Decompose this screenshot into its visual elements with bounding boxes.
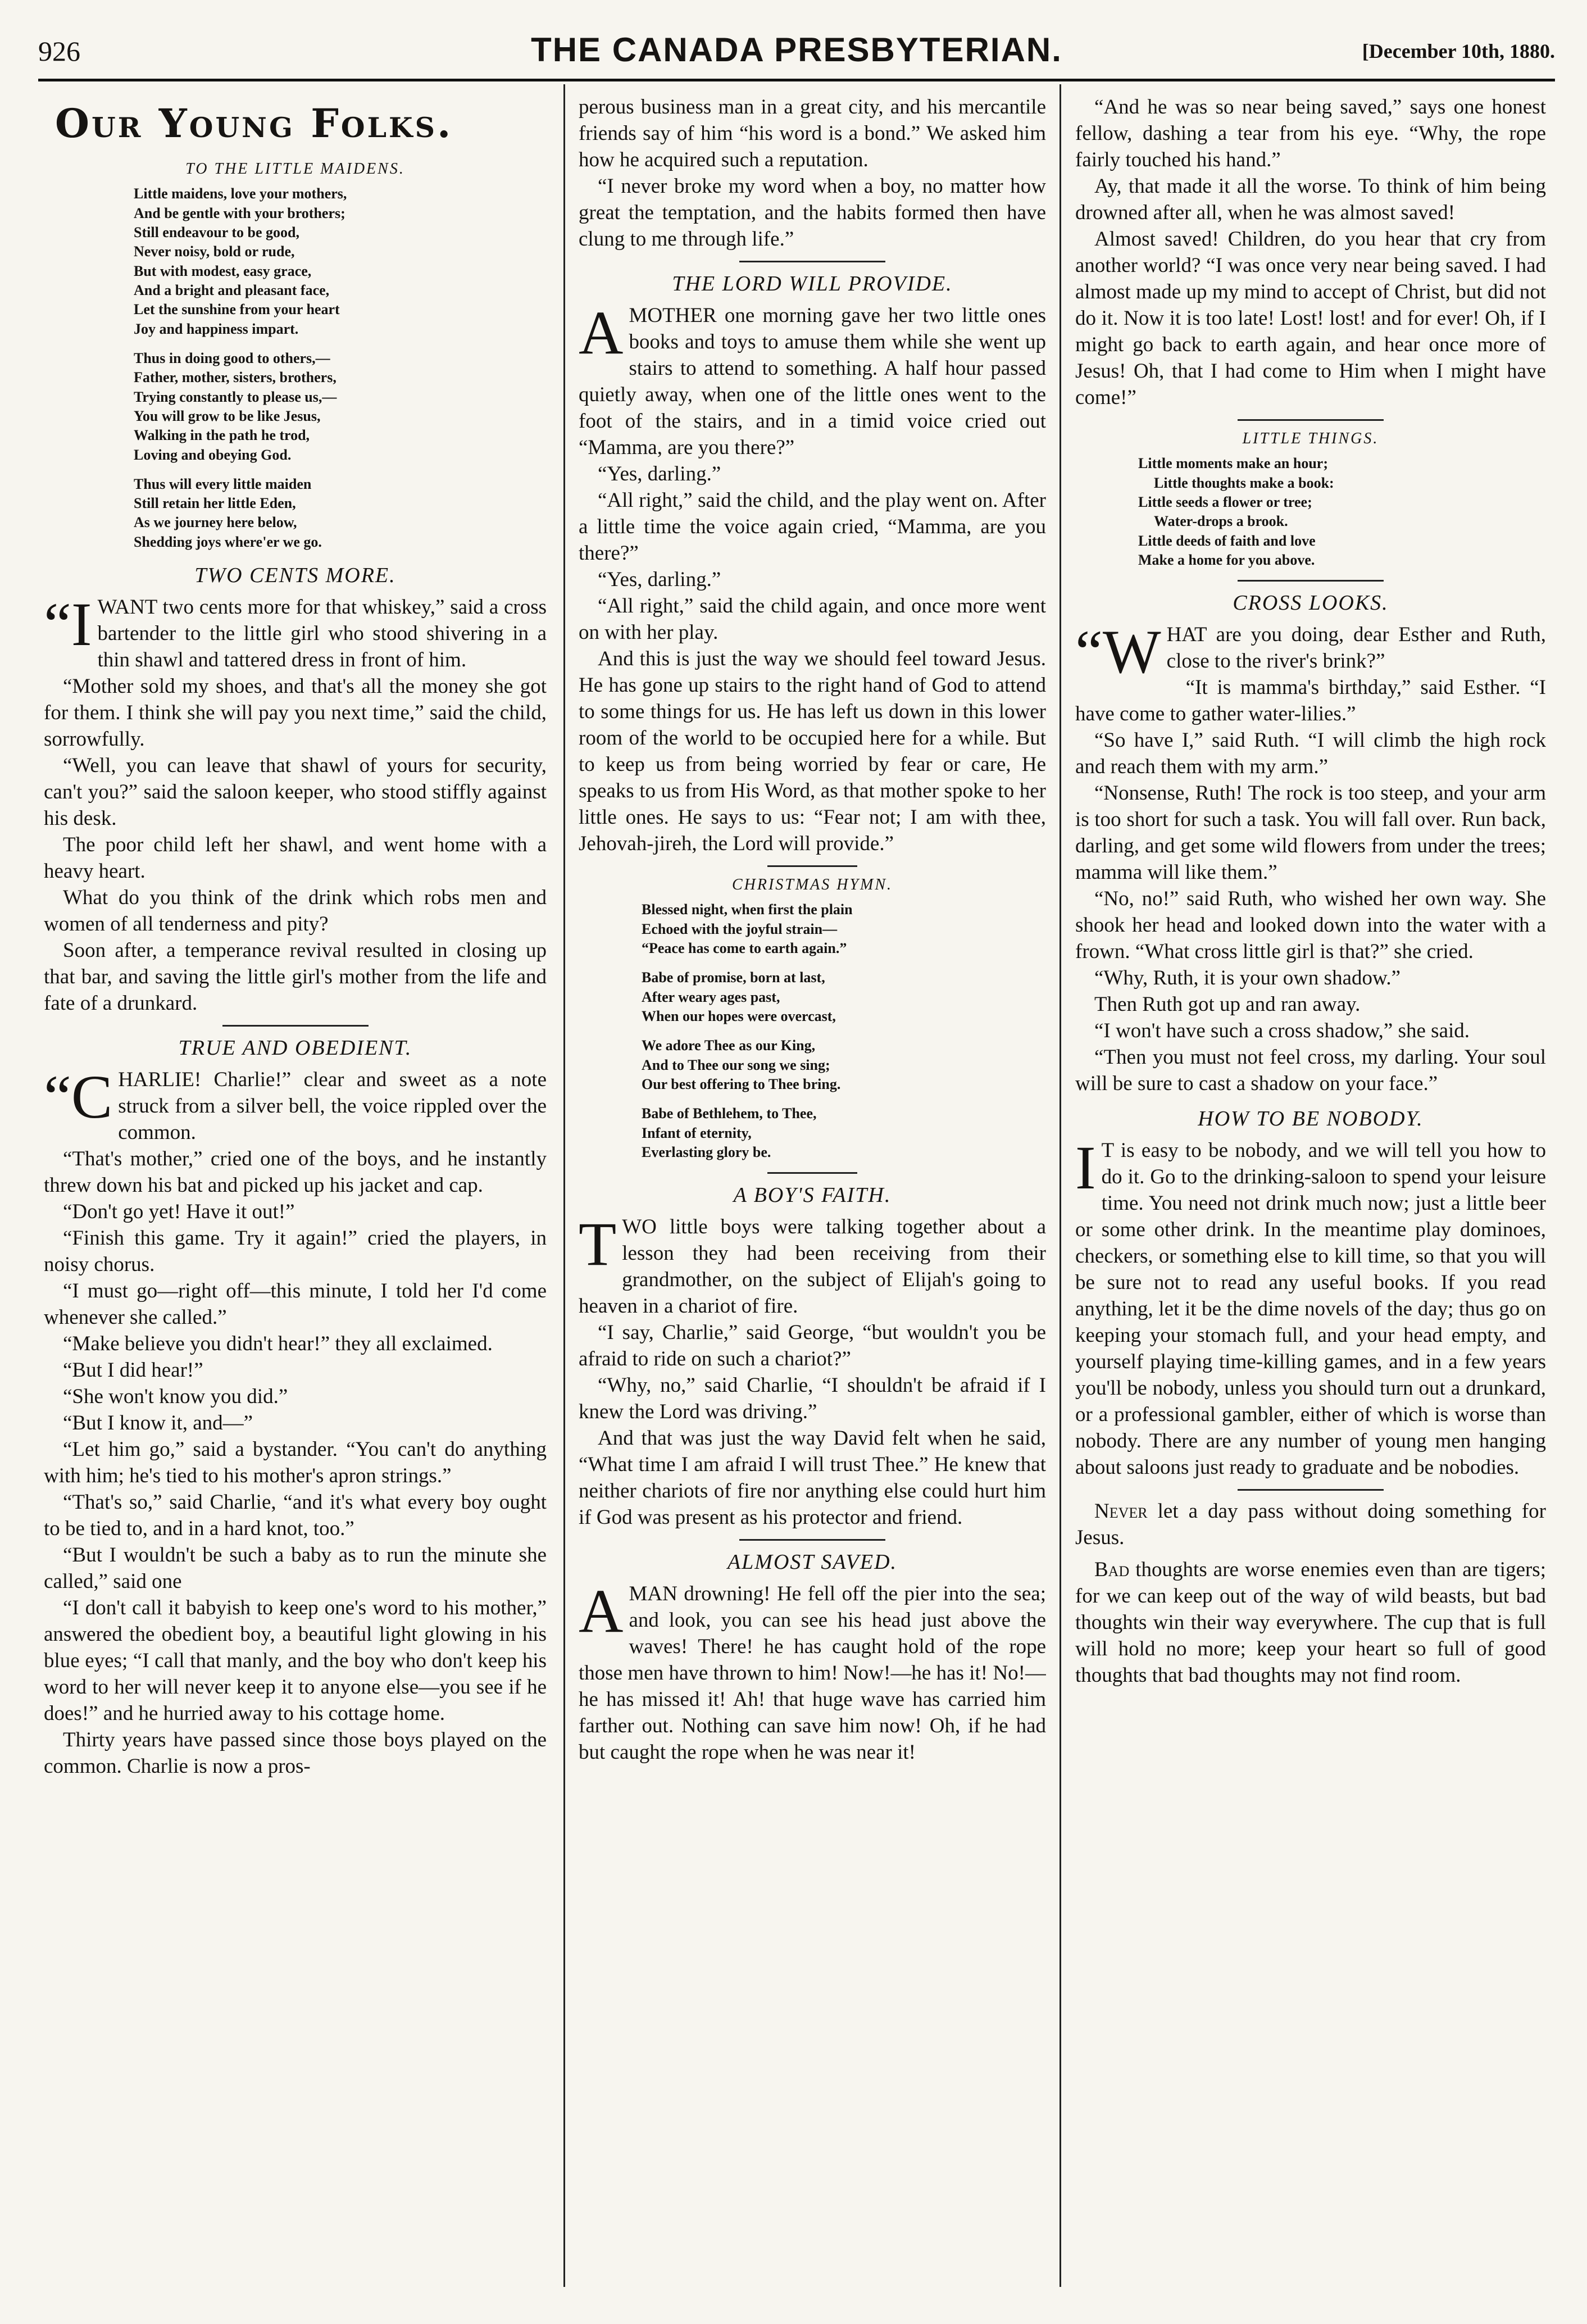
column-3 [1075,94,1546,2291]
paragraph: “Yes, darling.” [598,462,721,486]
masthead-rule [38,79,1555,81]
paragraph: “That's so,” said Charlie, “and it's what every boy ought to be tied to, and in a hard knot, too.” [44,1491,547,1541]
article-title: HOW TO BE NOBODY. [1198,1107,1424,1131]
poem-line: Still retain her little Eden, [134,495,296,512]
poem-stanza [642,1036,1046,1094]
poem-line: You will grow to be like Jesus, [134,407,321,424]
column-rule [563,84,565,2287]
article-body [579,298,1046,857]
paragraph: “I must go—right off—this minute, I told her I'd come whenever she called.” [44,1279,547,1329]
poem-stanza [134,475,547,552]
poem-line: And a bright and pleasant face, [134,282,330,298]
article-body [579,1577,1046,1766]
divider [1238,580,1384,582]
poem-stanza [642,1104,1046,1162]
poem-line: But with modest, easy grace, [134,262,312,279]
divider [767,865,857,867]
poem-line: Everlasting glory be. [642,1143,771,1160]
poem-line: Trying constantly to please us,— [134,388,337,405]
poem-line: Never noisy, bold or rude, [134,243,295,260]
paragraph: “WHAT are you doing, dear Esther and Ruth, close to the river's brink?” [1075,618,1546,687]
poem-line: Water-drops a brook. [1154,513,1288,530]
paragraph: AMOTHER one morning gave her two little ones books and toys to amuse them while she went up stairs to attend to something. A half hour passed quietly away, when one of the little ones went to the foot of the stairs, and in a timid voice cried out “Mamma, are you there?” [579,298,1046,460]
paragraph: “And he was so near being saved,” says one honest fellow, dashing a tear from his eye. “Why, the rope fairly touched his hand.” [1075,96,1546,171]
masthead [38,30,1555,75]
article-body [44,1063,547,1780]
article-title: TRUE AND OBEDIENT. [178,1036,412,1060]
poem-line: Echoed with the joyful strain— [642,920,838,937]
paragraph: “No, no!” said Ruth, who wished her own way. She shook her head and looked down into the water with a frown. “What cross little girl is that?” she cried. [1075,887,1546,964]
divider [1238,419,1384,421]
article-body [579,94,1046,253]
poem-line: Little moments make an hour; [1138,455,1328,472]
column-1 [44,94,547,2291]
column-rule [1059,84,1061,2287]
poem-line: After weary ages past, [642,988,780,1005]
poem-line: Thus in doing good to others,— [134,349,330,366]
poem-stanza [642,968,1046,1026]
paragraph: AMAN drowning! He fell off the pier into the sea; and look, you can see his head just above the waves! There! he has caught hold of the rope those men have thrown to him! Now!—he has it! No!—he has missed it! Ah! that huge wave has carried him farther out. Nothing can save him now! Oh, if he had but caught the rope when he was near it! [579,1577,1046,1764]
poem-stanza [134,349,547,465]
note-paragraph: Never let a day pass without doing something for Jesus. [1075,1500,1546,1550]
poem-line: When our hopes were overcast, [642,1007,836,1024]
paragraph: “But I know it, and—” [63,1411,253,1435]
paragraph: “Let him go,” said a bystander. “You can't do anything with him; he's tied to his mother's apron strings.” [44,1438,547,1488]
article-title: A BOY'S FAITH. [733,1183,892,1208]
article-body [1075,1133,1546,1481]
poem-stanza [1138,454,1546,570]
poem-line: And to Thee our song we sing; [642,1056,830,1073]
poem-line: Thus will every little maiden [134,475,312,492]
paragraph: And this is just the way we should feel toward Jesus. He has gone up stairs to the right hand of God to attend to some things for us. He has left us down in this lower room of the world to be occupied here for a while. But to keep us from being worried by fear or care, He speaks to us from His Word, as that mother spoke to her little ones. He says to us: “Fear not; I am with thee, Jehovah-jireh, the Lord will provide.” [579,647,1046,855]
drop-cap: “C [44,1063,113,1132]
paragraph: “Nonsense, Ruth! The rock is too steep, and your arm is too short for such a task. You will fall over. Run back, darling, and get some wild flowers from under the trees; mamma will like them.” [1075,782,1546,884]
paragraph: “She won't know you did.” [63,1385,288,1409]
poem-line: Make a home for you above. [1138,551,1315,568]
drop-cap: A [579,1577,624,1646]
article-body [1075,94,1546,411]
note-lead: Never [1094,1500,1148,1523]
paragraph: “I say, Charlie,” said George, “but wouldn't you be afraid to ride on such a chariot?” [579,1321,1046,1371]
divider [222,1025,369,1027]
paragraph: Soon after, a temperance revival resulted in closing up that bar, and saving the little girl's mother from the life and fate of a drunkard. [44,939,547,1015]
poem-line: Babe of promise, born at last, [642,969,825,986]
poem-title: CHRISTMAS HYMN. [731,875,893,893]
page-number: 926 [38,35,80,67]
drop-cap: A [579,298,624,367]
poem-line: Shedding joys where'er we go. [134,533,322,550]
paragraph: “But I wouldn't be such a baby as to run the minute she called,” said one [44,1544,547,1594]
newspaper-title: THE CANADA PRESBYTERIAN. [531,31,1062,69]
paragraph: “Finish this game. Try it again!” cried the players, in noisy chorus. [44,1227,547,1277]
poem [642,900,1046,1162]
poem-line: Little maidens, love your mothers, [134,185,347,202]
paragraph: “Then you must not feel cross, my darling. Your soul will be sure to cast a shadow on your face.” [1075,1046,1546,1096]
column-2 [579,94,1046,2291]
paragraph: “I never broke my word when a boy, no matter how great the temptation, and the habits formed then have clung to me through life.” [579,174,1046,251]
paragraph: What do you think of the drink which robs men and women of all tenderness and pity? [44,886,547,936]
poem-line: Little seeds a flower or tree; [1138,493,1312,510]
paragraph: “It is mamma's birthday,” said Esther. “I have come to gather water-lilies.” [1075,676,1546,726]
issue-date: [December 10th, 1880. [1362,40,1555,62]
paragraph: “Mother sold my shoes, and that's all the money she got for them. I think she will pay you next time,” said the child, sorrowfully. [44,675,547,751]
paragraph: Ay, that made it all the worse. To think of him being drowned after all, when he was almost saved! [1075,174,1546,224]
article-body [1075,618,1546,1097]
poem-title: TO THE LITTLE MAIDENS. [185,160,405,178]
paragraph: “But I did hear!” [63,1359,203,1382]
article-title: TWO CENTS MORE. [194,564,396,588]
article-body [44,590,547,1017]
paragraph: TWO little boys were talking together about a lesson they had been receiving from their grandmother, on the subject of Elijah's going to heaven in a chariot of fire. [579,1210,1046,1318]
divider [767,1172,857,1174]
paragraph: “All right,” said the child, and the play went on. After a little time the voice again cried, “Mamma, are you there?” [579,489,1046,565]
poem-line: Blessed night, when first the plain [642,901,853,918]
poem-line: Let the sunshine from your heart [134,301,340,318]
paragraph: “Well, you can leave that shawl of yours for security, can't you?” said the saloon keeper, who stood stiffly against his desk. [44,754,547,830]
article-title: ALMOST SAVED. [727,1550,898,1574]
poem-line: Joy and happiness impart. [134,320,299,337]
paragraph: Thirty years have passed since those boys played on the common. Charlie is now a pros- [44,1728,547,1778]
poem-line: Little deeds of faith and love [1138,532,1316,549]
drop-cap: “W [1075,618,1161,687]
poem-line: As we journey here below, [134,514,297,531]
drop-cap: I [1075,1133,1096,1202]
poem-line: Infant of eternity, [642,1124,752,1141]
poem-line: Our best offering to Thee bring. [642,1075,841,1092]
note-lead: Bad [1094,1558,1130,1582]
paragraph: “Don't go yet! Have it out!” [63,1200,295,1224]
paragraph: “I won't have such a cross shadow,” she said. [1094,1019,1470,1043]
paragraph: perous business man in a great city, and his mercantile friends say of him “his word is a bond.” We asked him how he acquired such a reputation. [579,96,1046,171]
paragraph: “That's mother,” cried one of the boys, and he instantly threw down his bat and picked up his jacket and cap. [44,1147,547,1197]
paragraph: And that was just the way David felt when he said, “What time I am afraid I will trust Thee.” He knew that neither chariots of fire nor anything else could hurt him if God was present as his protector and friend. [579,1427,1046,1529]
paragraph: “Yes, darling.” [598,568,721,591]
drop-cap: T [579,1210,617,1279]
poem-line: Babe of Bethlehem, to Thee, [642,1105,817,1122]
paragraph: The poor child left her shawl, and went home with a heavy heart. [44,833,547,883]
divider [1238,1489,1384,1491]
paragraph: “IWANT two cents more for that whiskey,” said a cross bartender to the little girl who stood shivering in a thin shawl and tattered dress in front of him. [44,590,547,672]
poem [1138,454,1546,570]
poem [134,184,547,552]
poem-line: Still endeavour to be good, [134,224,299,241]
divider [739,1539,885,1541]
paragraph: “Why, Ruth, it is your own shadow.” [1094,966,1400,990]
notes [1075,1499,1546,1689]
poem-line: Loving and obeying God. [134,446,292,463]
paragraph: “Why, no,” said Charlie, “I shouldn't be afraid if I knew the Lord was driving.” [579,1374,1046,1424]
poem-line: Father, mother, sisters, brothers, [134,369,337,386]
paragraph: “I don't call it babyish to keep one's word to his mother,” answered the obedient boy, a beautiful light glowing in his blue eyes; “I call that manly, and the boy who don't keep his word to her will never keep it to anyone else—you see if he does!” and he hurried away to his cottage home. [44,1596,547,1725]
poem-title: LITTLE THINGS. [1242,429,1379,447]
paragraph: Almost saved! Children, do you hear that cry from another world? “I was once very near being saved. I had almost made up my mind to accept of Christ, but did not do it. Now it is too late! Lost! lost! and for ever! Oh, if I might go back to earth again, and hear once more of Jesus! Oh, that I had come to Him when I might have come!” [1075,227,1546,409]
paragraph: I T is easy to be nobody, and we will tell you how to do it. Go to the drinking-saloon to spend your leisure time. You need not drink much now; just a little beer or some other drink. In the meantime play dominoes, checkers, or something else to kill time, so that you will be sure not to read any useful books. If you read anything, let it be the dime novels of the day; thus go on keeping your stomach full, and your head empty, and yourself playing time-killing games, and in a few years you'll be nobody, unless you should turn out a drunkard, or a professional gambler, either of which is worse than nobody. There are any number of young men hanging about saloons just ready to graduate and be nobodies. [1075,1133,1546,1479]
poem-stanza [642,900,1046,958]
note-paragraph: Bad thoughts are worse enemies even than are tigers; for we can keep out of the way of wild beasts, but bad thoughts win their way everywhere. The cup that is full will hold no more; keep your heart so full of good thoughts that bad thoughts may not find room. [1075,1558,1546,1687]
paragraph: “Make believe you didn't hear!” they all exclaimed. [63,1332,493,1356]
poem-line: And be gentle with your brothers; [134,205,345,221]
poem-line: “Peace has come to earth again.” [642,940,847,956]
poem-line: We adore Thee as our King, [642,1037,816,1054]
article-title: THE LORD WILL PROVIDE. [672,271,953,296]
paragraph: “All right,” said the child again, and once more went on with her play. [579,594,1046,644]
poem-line: Walking in the path he trod, [134,427,310,444]
poem-line: Little thoughts make a book: [1154,474,1334,491]
article-body [579,1210,1046,1531]
paragraph: Then Ruth got up and ran away. [1094,993,1361,1016]
section-banner: Our Young Folks. [55,100,453,147]
drop-cap: “I [44,590,92,659]
divider [739,261,885,262]
article-title: CROSS LOOKS. [1233,591,1389,615]
paragraph: “So have I,” said Ruth. “I will climb the high rock and reach them with my arm.” [1075,729,1546,779]
poem-stanza [134,184,547,339]
paragraph: “CHARLIE! Charlie!” clear and sweet as a note struck from a silver bell, the voice rippled over the common. [44,1063,547,1145]
